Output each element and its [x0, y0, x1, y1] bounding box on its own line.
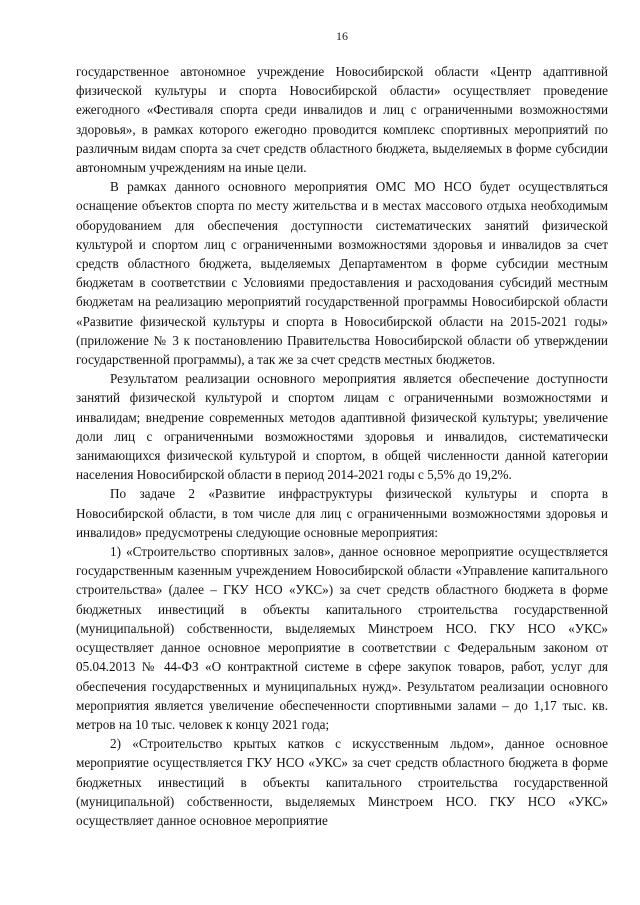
paragraph-item-1-sports-halls: 1) «Строительство спортивных залов», данное основное мероприятие осуществляется государственным казенным учреждением Новосибирской области «Управление капитального строительства» (далее – ГКУ НСО «УКС») за счет средств областного бюджета в форме бюджетных инвестиций в объекты капитального строительства государственной (муниципальной) собственности, выделяемых Минстроем НСО. ГКУ НСО «УКС» осуществляет данное основное мероприятие в соответствии с Федеральным законом от 05.04.2013 № 44-ФЗ «О контрактной системе в сфере закупок товаров, работ, услуг для обеспечения государственных и муниципальных нужд». Результатом реализации основного мероприятия является увеличение обеспеченности спортивными залами – до 1,17 тыс. кв. метров на 10 тыс. человек к концу 2021 года;: [76, 544, 608, 732]
page-number: 16: [336, 29, 348, 43]
paragraph-equipment-subsidy: В рамках данного основного мероприятия ОМС МО НСО будет осуществляться оснащение объектов спорта по месту жительства и в местах массового отдыха необходимым оборудованием для обеспечения доступности систематических занятий физической культурой и спортом лиц с ограниченными возможностями здоровья и инвалидов за счет средств областного бюджета, выделяемых Департаментом в форме субсидии местным бюджетам в соответствии с Условиями предоставления и расходования субсидий местным бюджетам на реализацию мероприятий государственной программы Новосибирской области «Развитие физической культуры и спорта в Новосибирской области на 2015-2021 годы» (приложение № 3 к постановлению Правительства Новосибирской области об утверждении государственной программы), а так же за счет средств местных бюджетов.: [76, 179, 608, 368]
paragraph-item-2-ice-rinks: 2) «Строительство крытых катков с искусственным льдом», данное основное мероприятие осуществляется ГКУ НСО «УКС» за счет средств областного бюджета в форме бюджетных инвестиций в объекты капитального строительства государственной (муниципальной) собственности, выделяемых Минстроем НСО. ГКУ НСО «УКС» осуществляет данное основное мероприятие: [76, 736, 608, 828]
document-page: [76, 28, 608, 830]
paragraph-center-festival: государственное автономное учреждение Новосибирской области «Центр адаптивной физической культуры и спорта Новосибирской области» осуществляет проведение ежегодного «Фестиваля спорта среди инвалидов и лиц с ограниченными возможностями здоровья», в рамках которого ежегодно проводится комплекс спортивных мероприятий по различным видам спорта за счет средств областного бюджета, выделяемых в форме субсидии автономным учреждениям на иные цели.: [76, 64, 608, 176]
paragraph-results: Результатом реализации основного мероприятия является обеспечение доступности занятий физической культурой и спортом лицам с ограниченными возможностями и инвалидам; внедрение современных методов адаптивной физической культуры; увеличение доли лиц с ограниченными возможностями здоровья и инвалидов, систематически занимающихся физической культурой и спортом, в общей численности данной категории населения Новосибирской области в период 2014-2021 годы с 5,5% до 19,2%.: [76, 371, 608, 483]
paragraph-task-2: По задаче 2 «Развитие инфраструктуры физической культуры и спорта в Новосибирской области, в том числе для лиц с ограниченными возможностями здоровья и инвалидов» предусмотрены следующие основные мероприятия:: [76, 486, 608, 540]
